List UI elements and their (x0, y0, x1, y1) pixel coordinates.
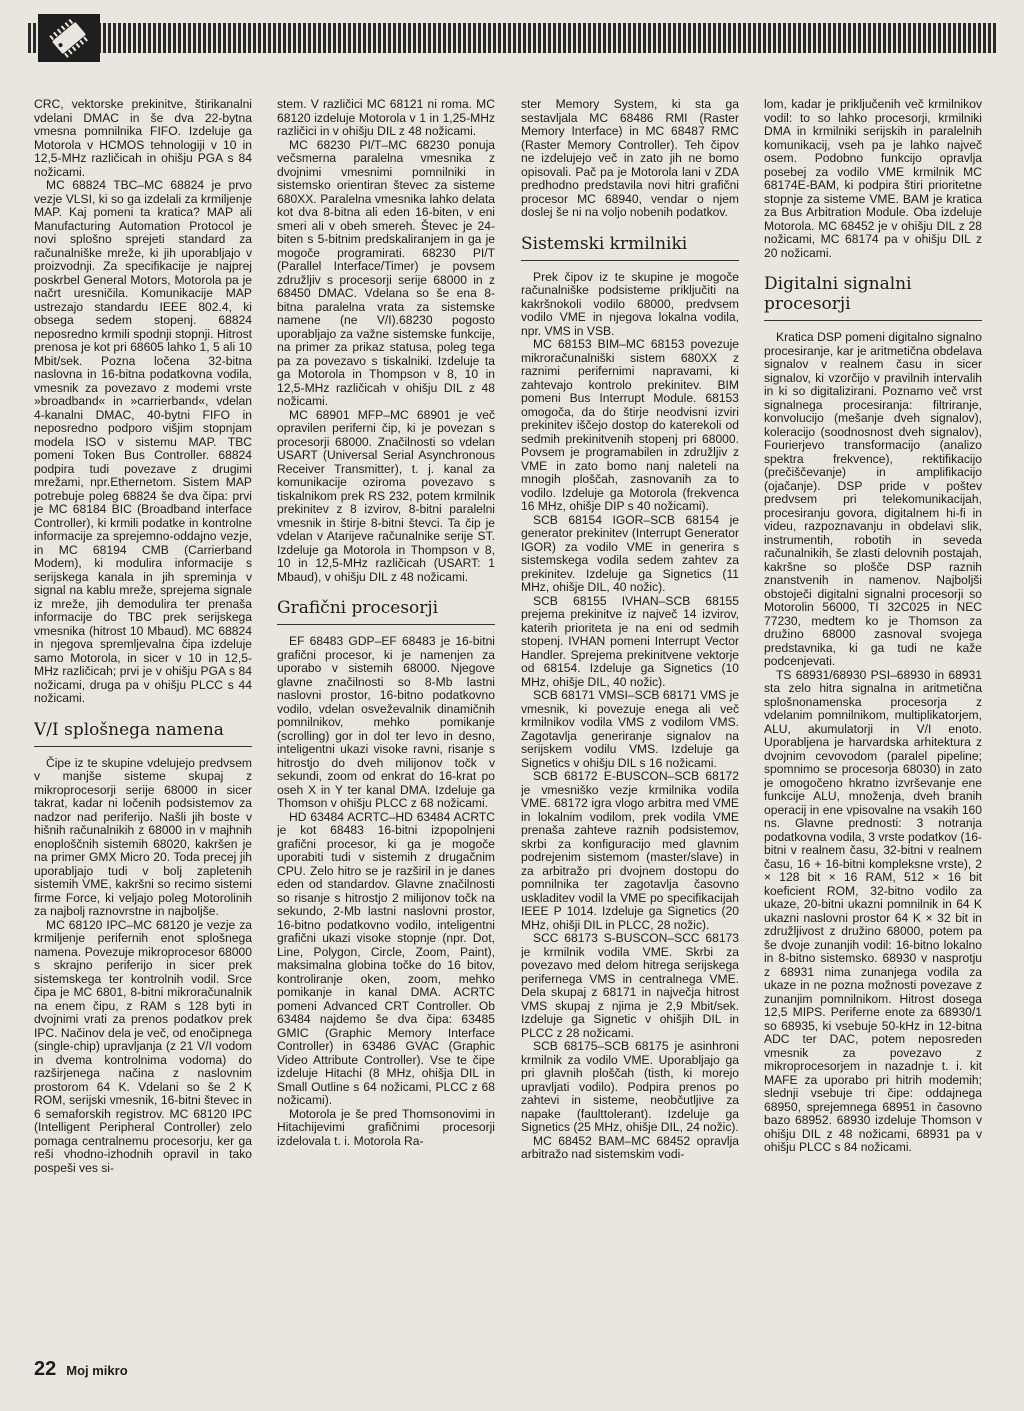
magazine-name: Moj mikro (66, 1363, 128, 1378)
paragraph: SCB 68171 VMSI–SCB 68171 VMS je vmesnik, ki povezuje enega ali več krmilnikov vodila VMS z vodilom VMS. Zagotavlja generiranje signalov na serijskem vodilu VMS. Izdeluje ga Signetics v ohišju DIL s 16 nožicami. (521, 688, 739, 770)
paragraph: MC 68230 PI/T–MC 68230 ponuja večsmerna paralelna vmesnika z dvojnimi vmesnimi pomnilniki in sistemsko orientiran števec za sisteme 680XX. Paralelna vmesnika lahko delata kot dva 8-bitna ali eden 16-biten, v eni smeri ali v obeh smereh. Števec je 24-biten s 5-bitnim predskaliranjem in ga je mogoče programirati. 68230 PI/T (Parallel Interface/Timer) je povsem združljiv s procesorji serije 68000 in z 68450 DMAC. Vdelana so še ena 8-bitna paralelna vrata za sistemske namene (ne V/I).68230 pogosto uporabljajo za važne sistemske funkcije, na primer za prikaz statusa, poleg tega pa za povezavo s tiskalniki. Izdeluje ta ga Motorola in Thompson v 8, 10 in 12,5-MHz različicah v ohišju DIL z 48 nožicami. (277, 137, 495, 408)
paragraph: stem. V različici MC 68121 ni roma. MC 68120 izdeluje Motorola v 1 in 1,25-MHz različici in v ohišju DIL z 48 nožicami. (277, 98, 495, 138)
paragraph: SCC 68173 S-BUSCON–SCC 68173 je krmilnik vodila VME. Skrbi za povezavo med delom hitrega serijskega perifernega VMS in centralnega VME. Dela skupaj z 68171 in največja hitrost VMS skupaj z njima je 2,9 Mbit/sek. Izdeluje ga Signetic v ohišjih DIL in PLCC z 28 nožicami. (521, 931, 739, 1040)
column-4 (764, 98, 982, 1353)
chip-icon (38, 14, 100, 62)
section-heading: Digitalni signalni procesorji (764, 274, 982, 321)
paragraph: SCB 68155 IVHAN–SCB 68155 prejema prekinitve iz največ 14 izvirov, katerih prioriteta je na eni od sedmih stopenj. IVHAN pomeni Interrupt Vector Handler. Sprejema prekinitvene vektorje od 68154. Izdeluje ga Signetics (10 MHz, ohišje DIL, 40 nožic). (521, 593, 739, 689)
section-heading: V/I splošnega namena (34, 720, 252, 747)
paragraph: MC 68824 TBC–MC 68824 je prvo vezje VLSI, ki so ga izdelali za krmiljenje MAP. Kaj pomeni ta kratica? MAP ali Manufacturing Automation Protocol je novi splošno sprejeti standard za računalniške mreže, ki jih uporabljajo v proizvodnji. Za specifikacije je najprej poskrbel General Motors, Motorola pa je načrt uresničila. Komunikacije MAP ustrezajo standardu IEEE 802.4, ki obsega sedem stopenj. 68824 neposredno krmili spodnji stopnji. Hitrost prenosa je kot pri 68605 lahko 1, 5 ali 10 Mbit/sek. Pozna ločena 32-bitna naslovna in 16-bitna podatkovna vodila, vmesnik za povezavo z modemi vrste »broadband« in »carrierband«, vdelan 4-kanalni DMAC, 40-bytni FIFO in neposredno podporo višjim stopnjam modela ISO v sistemu MAP. TBC pomeni Token Bus Controller. 68824 podpira tudi povezave z drugimi mrežami, npr.Ethernetom. Sistem MAP potrebuje poleg 68824 še dva čipa: prvi je MC 68184 BIC (Broadband interface Controller), ki krmili podatke in kontrolne informacije za sprejemno-oddajno vezje, in MC 68194 CMB (Carrierband Modem), ki modulira informacije s serijskega kanala in jih spreminja v signal na kablu mreže, sprejema signale iz mreže, jih demodulira ter prenaša informacije do TBC prek serijskega vmesnika (hitrost 10 Mbaud). MC 68824 in njegova spremljevalna čipa izdeluje samo Motorola, in sicer v 10 in 12,5-MHz različicah; prvi je v ohišju PGA s 84 nožicami, druga pa v ohišju PLCC s 44 nožicami. (34, 178, 252, 705)
paragraph: SCB 68154 IGOR–SCB 68154 je generator prekinitev (Interrupt Generator IGOR) za vodilo VME in generira s sistemskega vodila sedem zahtev za prekinitev. Izdeluje ga Signetics (11 MHz, ohišje DIL, 40 nožic). (521, 512, 739, 594)
header-bar (28, 14, 996, 58)
paragraph: ster Memory System, ki sta ga sestavljala MC 68486 RMI (Raster Memory Interface) in MC 68487 RMC (Raster Memory Controller). Teh čipov ne izdelujejo več in zato jih ne bomo opisovali. Pač pa je Motorola lani v ZDA predhodno predstavila novi hitri grafični procesor MC 68940, vendar o njem doslej še ni na voljo nobenih podatkov. (521, 98, 739, 219)
page-footer (34, 1358, 128, 1381)
paragraph: Prek čipov iz te skupine je mogoče računalniške podsisteme priključiti na kakršnokoli vodilo 68000, predvsem vodilo VME in njegova lokalna vodila, npr. VMS in VSB. (521, 269, 739, 338)
paragraph: lom, kadar je priključenih več krmilnikov vodil: to so lahko procesorji, krmilniki DMA in krmilniki serijskih in paralelnih komunikacij, vseh pa je lahko največ osem. Podobno funkcijo opravlja posebej za vodilo VME krmilnik MC 68174E-BAM, ki podpira štiri prioritetne stopnje za sisteme VME. BAM je kratica za Bus Arbitration Module. Oba izdeluje Motorola. MC 68452 je v ohišju DIL z 28 nožicami, MC 68174 pa v ohišju DIL z 20 nožicami. (764, 98, 982, 260)
paragraph: Kratica DSP pomeni digitalno signalno procesiranje, kar je aritmetična obdelava signalov v realnem času in sicer signalov, ki vzorčijo v pravilnih intervalih in ki so digitalizirani. Poznamo več vrst signalnega procesiranja: filtriranje, konvolucijo (mešanje dveh signalov), koleracijo (soodnosnost dveh signalov), Fourierjevo transformacijo (analizo spektra frekvence), rektifikacijo (prečiščevanje) in amplifikacijo (ojačanje). DSP pride v poštev predvsem pri telekomunikacijah, procesiranju govora, digitalnem hi-fi in videu, razpoznavanju in obdelavi slik, instrumentih, robotih in seveda računalnikih, še zlasti delovnih postajah, kakršne so plošče DSP raznih znanstvenih in namenov. Najboljši obstoječi digitalni signalni procesorji so Motorolin 56000, TI 32C025 in NEC 77230, medtem ko je Thomson za družino 68000 zasnoval svojega predstavnika, ki ga tudi ne kaže podcenjevati. (764, 330, 982, 668)
paragraph: HD 63484 ACRTC–HD 63484 ACRTC je kot 68483 16-bitni izpopolnjeni grafični procesor, ki ga je mogoče uporabiti tudi v sistemih z drugačnim CPU. Zelo hitro se je razširil in je danes eden od standardov. Glavne značilnosti so risanje s hitrostjo 2 milijonov točk na sekundo, 2-Mb lastni naslovni prostor, 16-bitno podatkovno vodilo, inteligentni grafični ukazi visoke stopnje (npr. Dot, Line, Polygon, Circle, Zoom, Paint), maksimalna globina točke do 16 bitov, kontroliranje oken, zoom, mehko pomikanje in kanal DMA. ACRTC pomeni Advanced CRT Controller. Ob 63484 najdemo še dva čipa: 63485 GMIC (Graphic Memory Interface Controller) in 63486 GVAC (Graphic Video Attribute Controller). Vse te čipe izdeluje Hitachi (8 MHz, ohišja DIL in Small Outline s 64 nožicami, PLCC z 68 nožicami). (277, 809, 495, 1107)
paragraph: TS 68931/68930 PSI–68930 in 68931 sta zelo hitra signalna in aritmetična splošnonamenska procesorja z vdelanim pomnilnikom, multiplikatorjem, ALU, akumulatorji in V/I enoto. Uporabljena je harvardska arhitektura z dvojnim cevovodom (paralel pipeline; spomnimo se procesorja 68030) in zato je omogočeno hkratno izvrševanje ene funkcije ALU, množenja, dveh branih operacij in ene vpisovalne na vsakih 160 ns. Glavne prednosti: 3 notranja podatkovna vodila, 3 vrste podatkov (16-bitni v realnem času, 32-bitni v realnem času, 16 + 16-bitni kompleksne vrste), 2 × 128 bit × 16 RAM, 512 × 16 bit koeficient ROM, 32-bitno vodilo za ukaze, 20-bitni ukazni pomnilnik in 64 K ukazni naslovni prostor 64 K × 32 bit in združljivost z družino 68000, potem pa še dvoje zunanjih vodil: 16-bitno lokalno in 8-bitno sistemsko. 68930 v nasprotju z 68931 nima zunanjega vodila za ukaze in ne pozna možnosti povezave z zunanjim pomnilnikom. Hitrost dosega 12,5 MIPS. Periferne enote za 68930/1 so 68935, ki vsebuje 50-kHz in 12-bitna ADC ter DAC, potem neposreden vmesnik za povezavo z mikroprocesorjem in nazadnje t. i. kit MAFE za uporabo pri hitrih modemih; slednji vsebuje tri čipe: oddajnega 68950, sprejemnega 68951 in časovno bazo 68952. 68930 izdeluje Thomson v ohišju DIL z 48 nožicami, 68931 pa v ohišju PLCC s 84 nožicami. (764, 667, 982, 1154)
column-2 (277, 98, 495, 1353)
paragraph: SCB 68175–SCB 68175 je asinhroni krmilnik za vodilo VME. Uporabljajo ga pri glavnih ploščah (tisth, ki morejo upravljati vodilo). Podpira prenos po zahtevi in sisteme, neobčutljive za napake (faulttolerant). Izdeluje ga Signetics (25 MHz, ohišje DIL, 24 nožic). (521, 1039, 739, 1134)
paragraph: Motorola je še pred Thomsonovimi in Hitachijevimi grafičnimi procesorji izdelovala t. i. Motorola Ra- (277, 1106, 495, 1148)
paragraph: Čipe iz te skupine vdelujejo predvsem v manjše sisteme skupaj z mikroprocesorji serije 68000 in sicer takrat, kadar ni ločenih podsistemov za nadzor nad periferijo. Našli jih boste v hišnih računalnikih z 68000 in v majhnih enoploščnih sistemih 68020, kakršen je na primer GMX Micro 20. Toda precej jih uporabljajo tudi v bolj zapletenih sistemih VME, kakršni so recimo sistemi firme Force, ki veljajo poleg Motorolinih za najbolj raznovrstne in najboljše. (34, 755, 252, 918)
paragraph: SCB 68172 E-BUSCON–SCB 68172 je vmesniško vezje krmilnika vodila VME. 68172 igra vlogo arbitra med VME in lokalnim vodilom, prek vodila VME prenaša zahteve raznih podsistemov, skrbi za konfiguracijo med glavnim podrejenim sistemom (master/slave) in za arbitražo pri dvojnem dostopu do pomnilnika ter zagotavlja časovno uskladitev vodil la VME po specifikacijah IEEE P 1014. Izdeluje ga Signetics (20 MHz, ohišji DIL in PLCC, 28 nožic). (521, 769, 739, 932)
section-heading: Sistemski krmilniki (521, 234, 739, 261)
header-stripe (28, 23, 996, 53)
paragraph: MC 68120 IPC–MC 68120 je vezje za krmiljenje perifernih enot splošnega namena. Povezuje mikroprocesor 68000 s skrajno periferijo in sicer prek sistemskega ter kontrolnih vodil. Srce čipa je MC 6801, 8-bitni mikroračunalnik na enem čipu, z RAM s 128 byti in dvojnimi vrati za prenos podatkov prek IPC. Načinov dela je več, od enočipnega (single-chip) upravljanja (z 21 V/I vodom in dvema kontrolnima vodoma) do razširjenega načina z naslovnim prostorom 64 K. Vdelani so še 2 K ROM, serijski vmesnik, 16-bitni števec in 6 semaforskih registrov. MC 68120 IPC (Intelligent Peripheral Controller) zelo pomaga centralnemu procesorju, ker ga reši vhodno-izhodnih opravil in tako pospeši ves si- (34, 917, 252, 1175)
column-1 (34, 98, 252, 1353)
paragraph: EF 68483 GDP–EF 68483 je 16-bitni grafični procesor, ki je namenjen za uporabo v sistemih 68000. Njegove glavne značilnosti so 8-Mb lastni naslovni prostor, 16-bitno podatkovno vodilo, vdelan osveževalnik dinamičnih pomnilnikov, mehko pomikanje (scrolling) gor in dol ter levo in desno, inteligentni ukazi visoke ravni, risanje s hitrostjo do dveh milijonov točk v sekundi, zoom od enkrat do 16-krat po oseh X in Y ter kanal DMA. Izdeluje ga Thomson v ohišju PLCC z 68 nožicami. (277, 634, 495, 810)
page-number: 22 (34, 1358, 57, 1380)
section-heading: Grafični procesorji (277, 598, 495, 625)
paragraph: MC 68153 BIM–MC 68153 povezuje mikroračunalniški sistem 680XX z raznimi perifernimi napravami, ki zahtevajo kontrolo prekinitev. BIM pomeni Bus Interrupt Module. 68153 omogoča, da do štirje neodvisni izviri prekinitev iščejo dostop do katerekoli od sedmih prekinitvenih stopenj pri 68000. Povsem je programabilen in združljiv z VME in zato bomo nanj naleteli na mnogih ploščah, zasnovanih za to vodilo. Izdeluje ga Motorola (frekvenca 16 MHz, ohišje DIP s 40 nožicami). (521, 337, 739, 513)
paragraph: MC 68452 BAM–MC 68452 opravlja arbitražo nad sistemskim vodi- (521, 1133, 739, 1161)
paragraph: MC 68901 MFP–MC 68901 je več opravilen periferni čip, ki je povezan s procesorji 68000. Značilnosti so vdelan USART (Universal Serial Asynchronous Receiver Transmitter), t. j. kanal za komunikacije oziroma povezavo s tiskalnikom prek RS 232, potem krmilnik prekinitev z 8 izvirov, 8-bitni paralelni vmesnik in štirje 8-bitni števci. Ta čip je vdelan v Atarijeve računalnike serije ST. Izdeluje ga Motorola in Thompson v 8, 10 in 12,5-MHz različicah (USART: 1 Mbaud), v ohišju DIL z 48 nožicami. (277, 407, 495, 584)
column-3 (521, 98, 739, 1353)
paragraph: CRC, vektorske prekinitve, štirikanalni vdelani DMAC in še dva 22-bytna vmesna pomnilnika FIFO. Izdeluje ga Motorola v HCMOS tehnologiji v 10 in 12,5-MHz različicah in ohišju PGA s 84 nožicami. (34, 98, 252, 179)
